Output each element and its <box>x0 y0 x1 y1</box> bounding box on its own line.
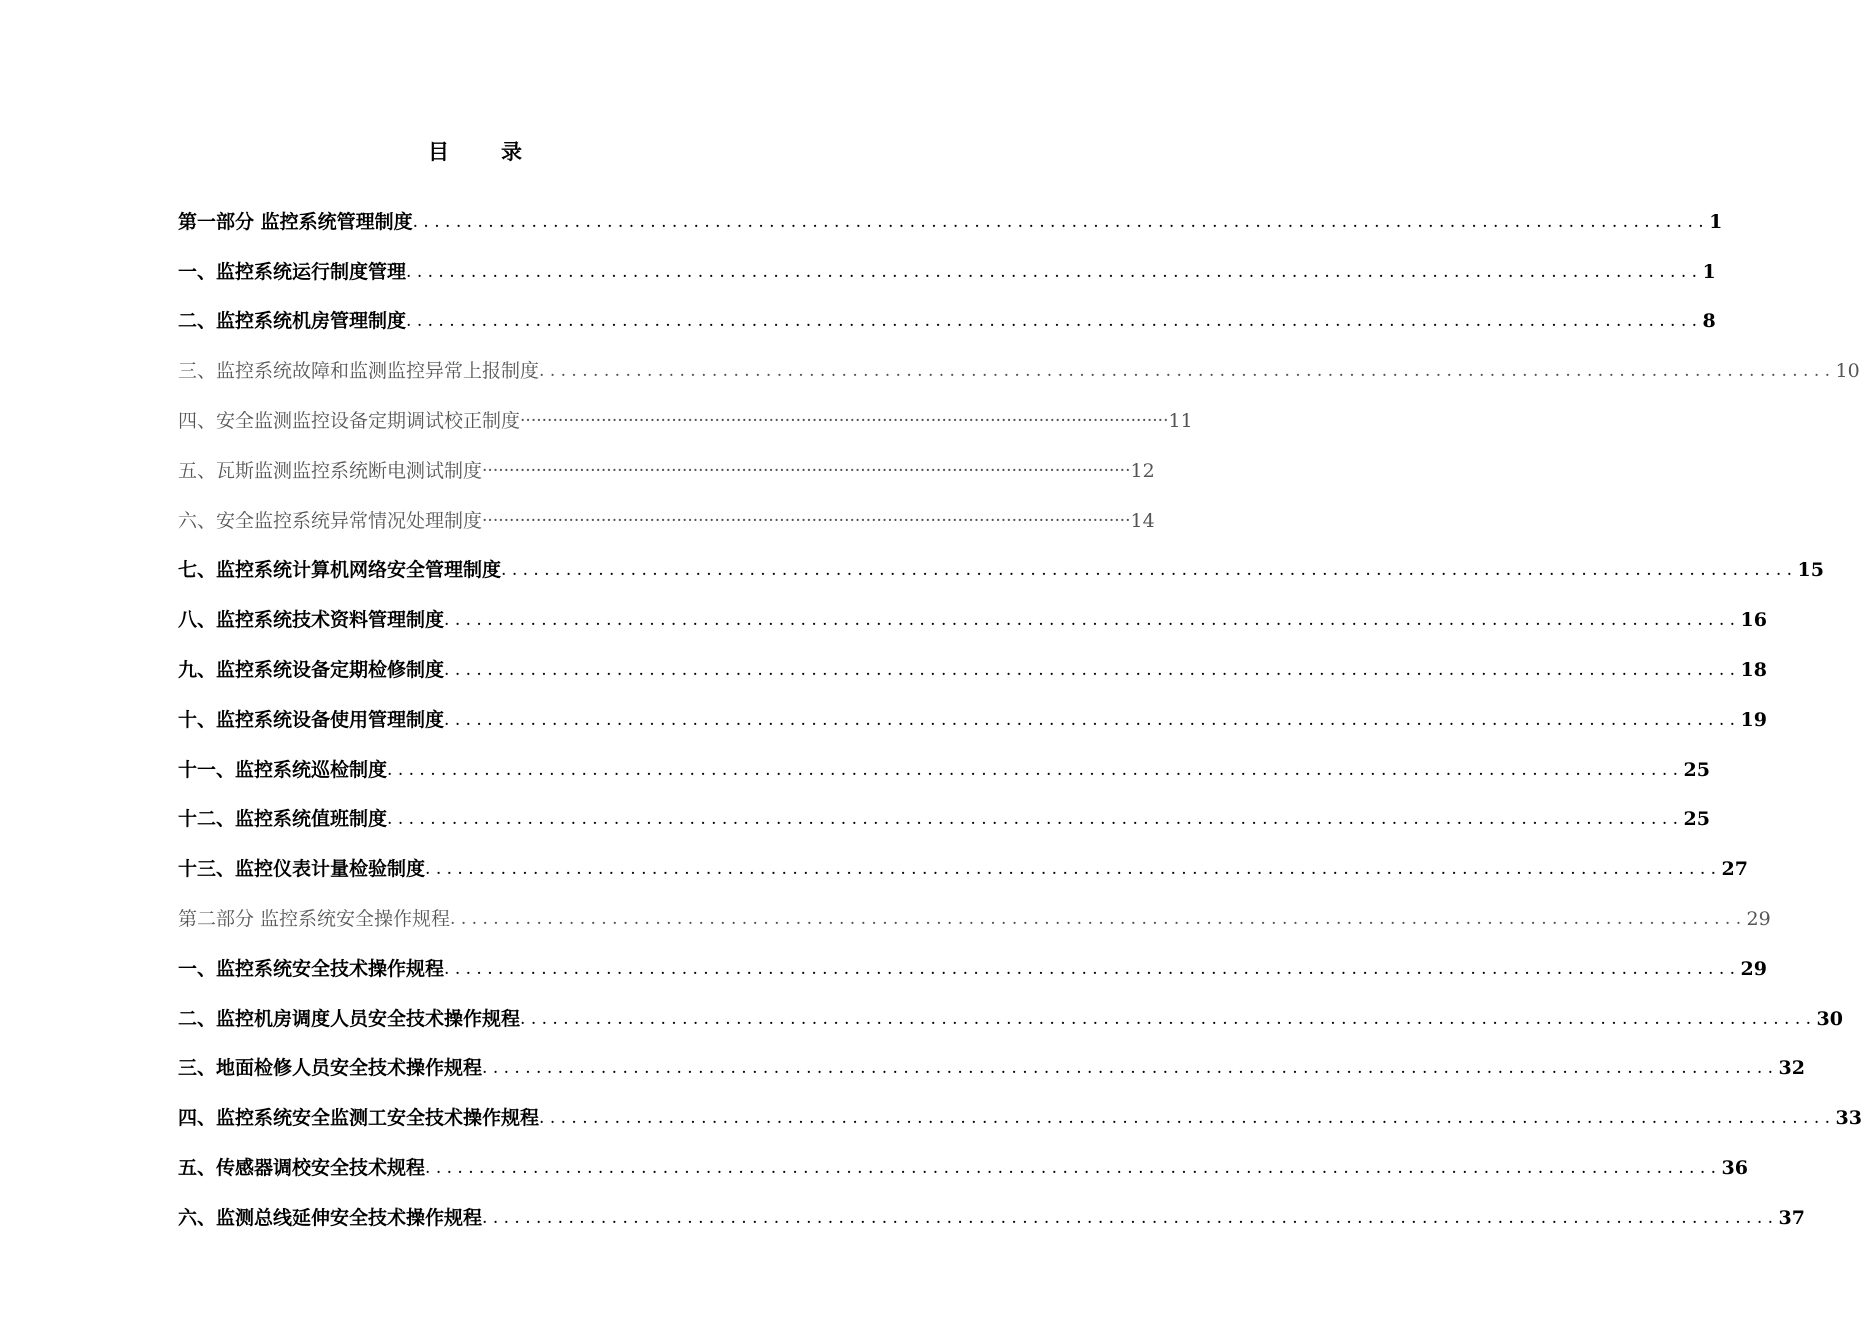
toc-entry-page-number: 29 <box>1746 907 1771 930</box>
toc-leader-dots: ........................................................................................................................ <box>406 261 1703 282</box>
toc-entry[interactable] <box>178 933 1767 983</box>
toc-entry-title: 九、监控系统设备定期检修制度 <box>178 658 445 681</box>
toc-entry[interactable] <box>178 634 1767 684</box>
toc-entry-page-number: 37 <box>1778 1206 1805 1229</box>
toc-leader-dots: ........................................................................................................................ <box>444 659 1741 680</box>
toc-entry-page-number: 15 <box>1797 559 1824 582</box>
toc-entry-page-number: 1 <box>1709 210 1723 233</box>
toc-entry[interactable] <box>178 1082 1862 1132</box>
toc-entry-title: 七、监控系统计算机网络安全管理制度 <box>178 559 502 582</box>
toc-leader-dots: ························································································································ <box>520 410 1169 431</box>
toc-entry-title: 十三、监控仪表计量检验制度 <box>178 858 426 881</box>
toc-entry[interactable] <box>178 883 1771 933</box>
toc-leader-dots: ........................................................................................................................ <box>387 809 1684 830</box>
toc-entry[interactable] <box>178 983 1843 1033</box>
toc-leader-dots: ........................................................................................................................ <box>501 560 1798 581</box>
toc-entry[interactable] <box>178 1132 1748 1182</box>
toc-entry-title: 五、瓦斯监测监控系统断电测试制度 <box>178 459 483 482</box>
toc-entry-title: 三、地面检修人员安全技术操作规程 <box>178 1057 483 1080</box>
toc-leader-dots: ........................................................................................................................ <box>482 1058 1779 1079</box>
toc-entry-title: 第一部分 监控系统管理制度 <box>178 210 413 233</box>
table-of-contents <box>178 186 1862 1232</box>
toc-entry-page-number: 10 <box>1835 360 1860 383</box>
toc-leader-dots: ........................................................................................................................ <box>539 361 1836 382</box>
toc-entry-title: 四、监控系统安全监测工安全技术操作规程 <box>178 1107 540 1130</box>
toc-entry-page-number: 29 <box>1740 957 1767 980</box>
toc-entry-title: 二、监控机房调度人员安全技术操作规程 <box>178 1007 521 1030</box>
toc-entry-page-number: 25 <box>1683 758 1710 781</box>
toc-leader-dots: ........................................................................................................................ <box>444 709 1741 730</box>
toc-leader-dots: ........................................................................................................................ <box>444 610 1741 631</box>
toc-entry-title: 五、传感器调校安全技术规程 <box>178 1156 426 1179</box>
toc-entry[interactable] <box>178 584 1767 634</box>
toc-leader-dots: ........................................................................................................................ <box>482 1207 1779 1228</box>
toc-leader-dots: ........................................................................................................................ <box>450 908 1747 929</box>
toc-entry-page-number: 16 <box>1740 609 1767 632</box>
toc-leader-dots: ........................................................................................................................ <box>425 1157 1722 1178</box>
toc-entry-title: 十二、监控系统值班制度 <box>178 808 388 831</box>
toc-entry-title: 六、安全监控系统异常情况处理制度 <box>178 509 483 532</box>
toc-entry-page-number: 11 <box>1168 409 1193 432</box>
toc-leader-dots: ························································································································ <box>482 510 1131 531</box>
toc-entry-title: 十、监控系统设备使用管理制度 <box>178 708 445 731</box>
toc-entry-page-number: 1 <box>1702 260 1716 283</box>
toc-entry-page-number: 25 <box>1683 808 1710 831</box>
toc-entry-title: 二、监控系统机房管理制度 <box>178 310 407 333</box>
toc-leader-dots: ........................................................................................................................ <box>444 958 1741 979</box>
toc-entry[interactable] <box>178 1033 1805 1083</box>
toc-leader-dots: ........................................................................................................................ <box>425 859 1722 880</box>
page-title-part1: 目 <box>428 139 449 164</box>
toc-entry[interactable] <box>178 236 1716 286</box>
toc-leader-dots: ........................................................................................................................ <box>520 1008 1817 1029</box>
toc-entry-page-number: 8 <box>1702 310 1716 333</box>
toc-entry-page-number: 14 <box>1130 509 1155 532</box>
toc-entry-page-number: 33 <box>1835 1107 1862 1130</box>
toc-entry[interactable] <box>178 1182 1805 1232</box>
toc-entry-title: 第二部分 监控系统安全操作规程 <box>178 907 451 930</box>
toc-entry-title: 三、监控系统故障和监测监控异常上报制度 <box>178 360 540 383</box>
toc-entry-title: 十一、监控系统巡检制度 <box>178 758 388 781</box>
toc-entry-title: 一、监控系统运行制度管理 <box>178 260 407 283</box>
toc-entry-page-number: 18 <box>1740 658 1767 681</box>
toc-leader-dots: ························································································································ <box>482 460 1131 481</box>
toc-entry-page-number: 12 <box>1130 459 1155 482</box>
toc-entry[interactable] <box>178 335 1860 385</box>
toc-entry-title: 四、安全监测监控设备定期调试校正制度 <box>178 409 521 432</box>
toc-entry-page-number: 27 <box>1721 858 1748 881</box>
toc-leader-dots: ........................................................................................................................ <box>406 311 1703 332</box>
toc-entry-title: 一、监控系统安全技术操作规程 <box>178 957 445 980</box>
toc-entry[interactable] <box>178 186 1723 236</box>
toc-entry[interactable] <box>178 286 1716 336</box>
page-title-part2: 录 <box>501 139 522 164</box>
toc-entry[interactable] <box>178 833 1748 883</box>
toc-entry-page-number: 30 <box>1816 1007 1843 1030</box>
toc-entry[interactable] <box>178 734 1710 784</box>
toc-entry[interactable] <box>178 485 1155 535</box>
toc-entry-title: 六、监测总线延伸安全技术操作规程 <box>178 1206 483 1229</box>
toc-entry[interactable] <box>178 535 1824 585</box>
toc-entry-title: 八、监控系统技术资料管理制度 <box>178 609 445 632</box>
toc-leader-dots: ........................................................................................................................ <box>539 1108 1836 1129</box>
page-title <box>0 136 950 166</box>
toc-entry-page-number: 32 <box>1778 1057 1805 1080</box>
toc-entry[interactable] <box>178 385 1193 435</box>
toc-entry[interactable] <box>178 435 1155 485</box>
toc-leader-dots: ........................................................................................................................ <box>387 759 1684 780</box>
toc-leader-dots: ........................................................................................................................ <box>412 211 1710 232</box>
toc-entry-page-number: 36 <box>1721 1156 1748 1179</box>
toc-entry[interactable] <box>178 684 1767 734</box>
toc-entry-page-number: 19 <box>1740 708 1767 731</box>
toc-entry[interactable] <box>178 784 1710 834</box>
